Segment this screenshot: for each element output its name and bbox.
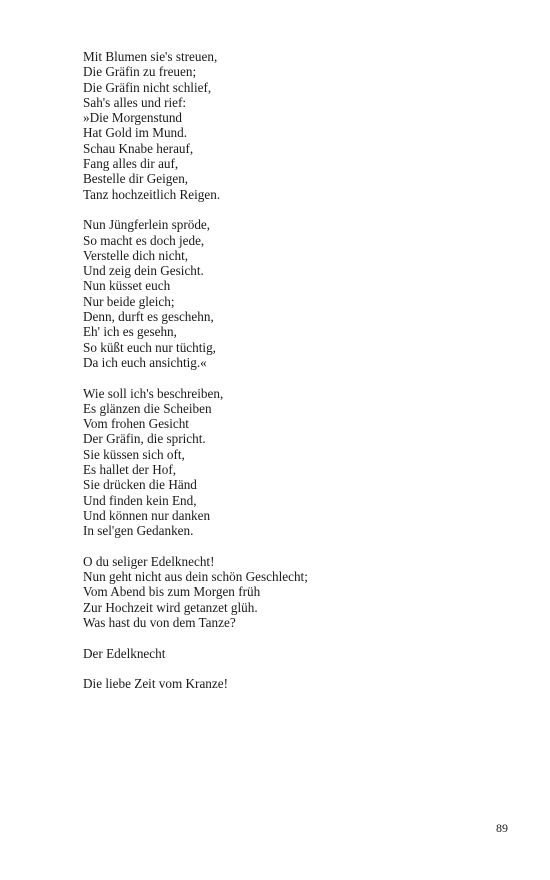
poem-text xyxy=(83,49,503,707)
poem-line: Eh' ich es gesehn, xyxy=(83,324,177,340)
stanza xyxy=(83,646,503,661)
poem-line: Nur beide gleich; xyxy=(83,293,175,309)
poem-line: Der Edelknecht xyxy=(83,645,166,661)
poem-line: Sah's alles und rief: xyxy=(83,94,187,110)
poem-line: Mit Blumen sie's streuen, xyxy=(83,49,218,64)
poem-line: In sel'gen Gedanken. xyxy=(83,523,194,539)
poem-line: Was hast du von dem Tanze? xyxy=(83,614,236,630)
poem-line: Sie küssen sich oft, xyxy=(83,446,185,462)
poem-line: »Die Morgenstund xyxy=(83,110,183,126)
stanza xyxy=(83,217,503,370)
poem-line: Nun küsset euch xyxy=(83,278,171,294)
poem-line: Fang alles dir auf, xyxy=(83,156,179,172)
poem-line: Und finden kein End, xyxy=(83,492,197,508)
poem-line: Hat Gold im Mund. xyxy=(83,125,188,141)
poem-line: Verstelle dich nicht, xyxy=(83,247,189,263)
stanza xyxy=(83,676,503,691)
poem-line: O du seliger Edelknecht! xyxy=(83,553,215,569)
poem-line: Es glänzen die Scheiben xyxy=(83,400,212,416)
stanza xyxy=(83,386,503,539)
poem-line: Sie drücken die Händ xyxy=(83,477,197,493)
poem-line: Die Gräfin nicht schlief, xyxy=(83,79,212,95)
poem-line: Denn, durft es geschehn, xyxy=(83,309,214,325)
stanza xyxy=(83,49,503,202)
poem-line: Die Gräfin zu freuen; xyxy=(83,64,197,80)
poem-line: Der Gräfin, die spricht. xyxy=(83,431,206,447)
poem-line: Nun geht nicht aus dein schön Geschlecht; xyxy=(83,569,308,585)
poem-line: Bestelle dir Geigen, xyxy=(83,171,189,187)
poem-line: Da ich euch ansichtig.« xyxy=(83,354,207,370)
stanza xyxy=(83,554,503,630)
poem-line: Vom Abend bis zum Morgen früh xyxy=(83,584,261,600)
poem-line: Und zeig dein Gesicht. xyxy=(83,263,204,279)
poem-line: Und können nur danken xyxy=(83,507,211,523)
poem-line: Tanz hochzeitlich Reigen. xyxy=(83,186,221,202)
poem-line: So küßt euch nur tüchtig, xyxy=(83,339,216,355)
poem-line: Nun Jüngferlein spröde, xyxy=(83,217,211,233)
poem-line: Schau Knabe herauf, xyxy=(83,140,194,156)
page-number: 89 xyxy=(496,821,508,835)
poem-line: So macht es doch jede, xyxy=(83,232,205,248)
poem-line: Wie soll ich's beschreiben, xyxy=(83,385,224,401)
poem-line: Zur Hochzeit wird getanzet glüh. xyxy=(83,599,258,615)
poem-line: Vom frohen Gesicht xyxy=(83,416,189,432)
poem-line: Es hallet der Hof, xyxy=(83,462,177,478)
poem-line: Die liebe Zeit vom Kranze! xyxy=(83,676,228,692)
